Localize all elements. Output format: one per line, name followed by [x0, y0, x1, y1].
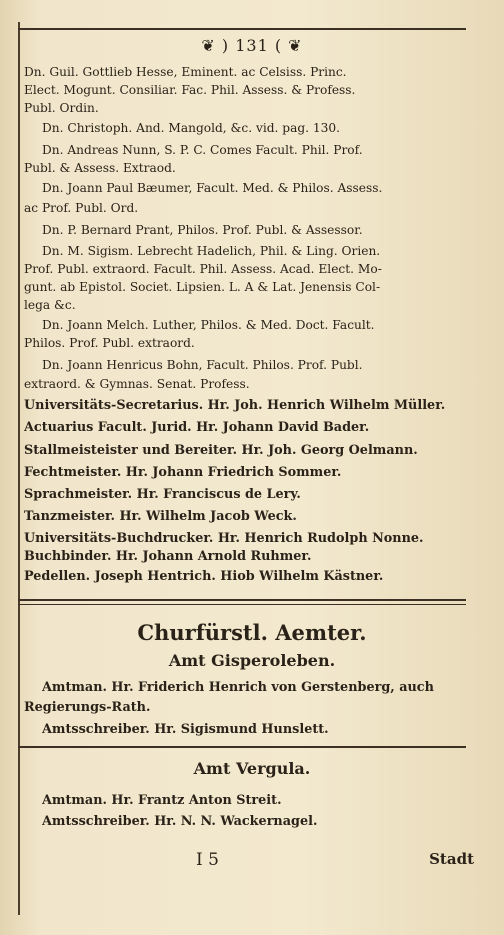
- entry-line: Publ. Ordin.: [24, 101, 99, 115]
- top-rule: [18, 28, 466, 30]
- entry-line: Prof. Publ. extraord. Facult. Phil. Assess. Acad. Elect. Mo-: [24, 262, 382, 276]
- amt1-line: Regierungs-Rath.: [24, 700, 151, 715]
- entry-line: Philos. Prof. Publ. extraord.: [24, 336, 195, 350]
- entry-line: Dn. Christoph. And. Mangold, &c. vid. pag. 130.: [42, 121, 341, 135]
- entry-line: Elect. Mogunt. Consiliar. Fac. Phil. Assess. & Profess.: [24, 83, 356, 97]
- entry-line: gunt. ab Epistol. Societ. Lipsien. L. A & Lat. Jenensis Col-: [24, 280, 381, 294]
- entry-line: ac Prof. Publ. Ord.: [24, 201, 139, 215]
- amt2-line: Amtsschreiber. Hr. N. N. Wackernagel.: [42, 814, 318, 829]
- official-line: Tanzmeister. Hr. Wilhelm Jacob Weck.: [24, 509, 297, 524]
- entry-line: extraord. & Gymnas. Senat. Profess.: [24, 377, 250, 391]
- page-header: ❦ ) 131 ( ❦: [201, 36, 303, 55]
- official-line: Sprachmeister. Hr. Franciscus de Lery.: [24, 487, 301, 502]
- entry-line: Dn. Joann Paul Bæumer, Facult. Med. & Philos. Assess.: [42, 181, 383, 195]
- entry-line: Dn. Joann Henricus Bohn, Facult. Philos. Prof. Publ.: [42, 358, 363, 372]
- official-line: Fechtmeister. Hr. Johann Friedrich Sommer.: [24, 465, 342, 480]
- entry-line: Publ. & Assess. Extraod.: [24, 161, 176, 175]
- amt1-line: Amtsschreiber. Hr. Sigismund Hunslett.: [42, 722, 329, 737]
- amt-rule: [18, 746, 466, 748]
- official-line: Stallmeisteister und Bereiter. Hr. Joh. Georg Oelmann.: [24, 443, 418, 458]
- amt1-title: Amt Gisperoleben.: [168, 651, 336, 670]
- entry-line: Dn. M. Sigism. Lebrecht Hadelich, Phil. & Ling. Orien.: [42, 244, 381, 258]
- amt2-line: Amtman. Hr. Frantz Anton Streit.: [42, 793, 282, 808]
- amt1-line: Amtman. Hr. Friderich Henrich von Gerstenberg, auch: [42, 680, 434, 695]
- signature-mark: I 5: [196, 850, 219, 870]
- entry-line: lega &c.: [24, 298, 76, 312]
- official-line: Actuarius Facult. Jurid. Hr. Johann David Bader.: [24, 420, 370, 435]
- official-line: Buchbinder. Hr. Johann Arnold Ruhmer.: [24, 549, 312, 564]
- section-rule-thin: [18, 604, 466, 605]
- amt2-title: Amt Vergula.: [193, 759, 311, 778]
- entry-line: Dn. Guil. Gottlieb Hesse, Eminent. ac Celsiss. Princ.: [24, 65, 347, 79]
- section-title: Churfürstl. Aemter.: [137, 620, 367, 645]
- official-line: Pedellen. Joseph Hentrich. Hiob Wilhelm Kästner.: [24, 569, 384, 584]
- entry-line: Dn. Joann Melch. Luther, Philos. & Med. Doct. Facult.: [42, 318, 375, 332]
- entry-line: Dn. Andreas Nunn, S. P. C. Comes Facult. Phil. Prof.: [42, 143, 363, 157]
- entry-line: Dn. P. Bernard Prant, Philos. Prof. Publ. & Assessor.: [42, 223, 363, 237]
- catchword: Stadt: [429, 850, 474, 868]
- official-line: Universitäts-Secretarius. Hr. Joh. Henrich Wilhelm Müller.: [24, 398, 446, 413]
- section-rule: [18, 599, 466, 601]
- official-line: Universitäts-Buchdrucker. Hr. Henrich Rudolph Nonne.: [24, 531, 424, 546]
